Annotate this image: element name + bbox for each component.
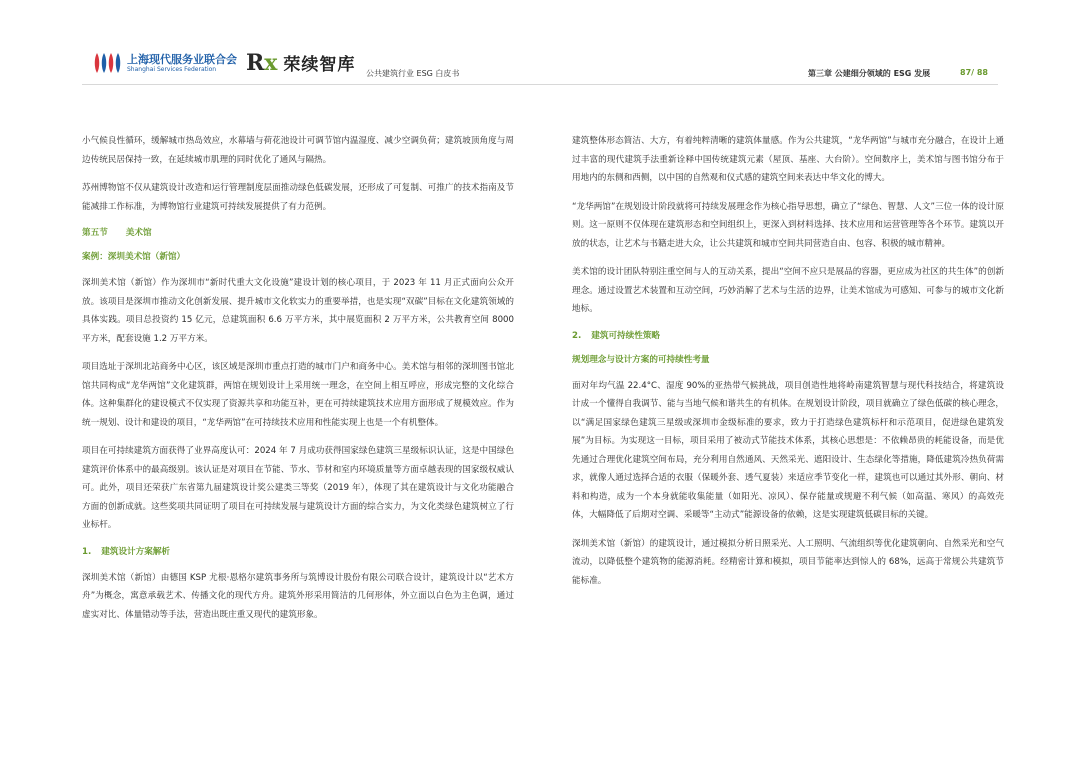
paragraph: 美术馆的设计团队特别注重空间与人的互动关系，提出“空间不应只是展品的容器，更应成为社区的共生体”的创新理念。通过设置艺术装置和互动空间，巧妙消解了艺术与生活的边界，让美术馆成为可感知、可参与的城市文化新地标。 (572, 267, 1004, 314)
section-title: 美术馆 (125, 228, 152, 238)
paragraph: 项目选址于深圳北站商务中心区，该区域是深圳市重点打造的城市门户和商务中心。美术馆与相邻的深圳图书馆北馆共同构成“龙华两馆”文化建筑群，两馆在规划设计上采用统一理念，在空间上相互呼应，形成完整的文化综合体。这种集群化的建设模式不仅实现了资源共享和功能互补，更在可持续建筑技术应用方面形成了规模效应。作为统一规划、设计和建设的项目，“龙华两馆”在可持续技术应用和性能实现上也是一个有机整体。 (82, 362, 514, 428)
brand-name: 荣续智库 (283, 55, 356, 75)
org-name-en: Shanghai Services Federation (127, 65, 217, 73)
paragraph: 面对年均气温 22.4°C、湿度 90%的亚热带气候挑战，项目创造性地将岭南建筑智慧与现代科技结合，将建筑设计成一个懂得自我调节、能与当地气候和谐共生的有机体。在规划设计阶段，项目就确立了绿色低碳的核心理念，以“满足国家绿色建筑三星级或深圳市金级标准的要求，致力于打造绿色建筑标杆和示范项目，促进绿色建筑发展”为目标。为实现这一目标，项目采用了被动式节能技术体系，其核心思想是：不依赖昂贵的耗能设备，而是优先通过合理优化建筑空间布局，充分利用自然通风、天然采光、遮阳设计、生态绿化等措施，降低建筑冷热负荷需求，就像人通过选择合适的衣服（保暖外套、透气夏装）来适应季节变化一样，建筑也可以通过其外形、朝向、材料和构造，成为一个本身就能收集能量（如阳光、凉风）、保存能量或规避不利气候（如高温、寒风）的高效壳体，大幅降低了后期对空调、采暖等“主动式”能源设备的依赖，这是实现建筑低碳目标的关键。 (572, 380, 1004, 520)
paragraph: “龙华两馆”在规划设计阶段就将可持续发展理念作为核心指导思想，确立了“绿色、智慧、人文”三位一体的设计原则。这一原则不仅体现在建筑形态和空间组织上，更深入到材料选择、技术应用和运营管理等各个环节。建筑以开放的状态，让艺术与书籍走进大众，让公共建筑和城市空间共同营造自由、包容、积极的城市精神。 (572, 201, 1004, 249)
ssf-logo (93, 50, 237, 76)
left-column (82, 132, 514, 634)
subsection-number: 2. (572, 330, 582, 341)
subsection-title: 建筑可持续性策略 (591, 330, 661, 341)
paragraph: 苏州博物馆不仅从建筑设计改造和运行管理制度层面推动绿色低碳发展，还形成了可复制、可推广的技术指南及节能减排工作标准，为博物馆行业建筑可持续发展提供了有力范例。 (82, 183, 514, 212)
document-title: 公共建筑行业 ESG 白皮书 (366, 69, 460, 78)
rx-think-tank-logo (246, 50, 355, 75)
page-header (0, 0, 1080, 100)
paragraph: 建筑整体形态简洁、大方，有着纯粹清晰的建筑体量感。作为公共建筑，“龙华两馆”与城市充分融合，在设计上通过丰富的现代建筑手法重新诠释中国传统建筑元素（屋顶、基座、大台阶）。空间数序上，美术馆与图书馆分布于用地内的东侧和西侧，以中国的自然观和仪式感的建筑空间来表达中华文化的博大。 (572, 136, 1004, 183)
org-name-cn: 上海现代服务业联合会 (127, 52, 237, 66)
section-label: 第五节 (82, 228, 108, 238)
section-heading (82, 226, 514, 240)
paragraph: 深圳美术馆（新馆）作为深圳市“新时代重大文化设施”建设计划的核心项目，于 2023 年 11 月正式面向公众开放。该项目是深圳市推动文化创新发展、提升城市文化软实力的重要举措，也是实现“双碳”目标在文化建筑领域的具体实践。项目总投资约 15 亿元，总建筑面积 6.6 万平方米，其中展览面积 2 万平方米，公共教育空间 8000 平方米，配套设施 1.2 万平方米。 (82, 278, 514, 344)
right-column (572, 132, 1004, 600)
paragraph: 项目在可持续建筑方面获得了业界高度认可：2024 年 7 月成功获得国家绿色建筑三星级标识认证，这是中国绿色建筑评价体系中的最高级别。该认证是对项目在节能、节水、节材和室内环境质量等方面卓越表现的国家级权威认可。此外，项目还荣获广东省第九届建筑设计奖公建类三等奖（2019 年），体现了其在建筑设计与文化功能融合方面的创新成就。这些奖项共同证明了项目在可持续发展与建筑设计方面的综合实力，为文化类绿色建筑树立了行业标杆。 (82, 446, 514, 530)
page-number: 87/ 88 (960, 68, 988, 77)
chapter-title: 第三章 公建细分领域的 ESG 发展 (808, 69, 931, 78)
rx-logo-mark: Rx (246, 49, 278, 76)
subsection-heading (82, 545, 514, 559)
subsection-number: 1. (82, 546, 92, 557)
paragraph: 小气候良性循环，缓解城市热岛效应，水幕墙与荷花池设计可调节馆内温湿度、减少空调负荷；建筑坡顶角度与周边传统民居保持一致，在延续城市肌理的同时优化了通风与隔热。 (82, 136, 514, 165)
paragraph: 深圳美术馆（新馆）由德国 KSP 尤根·恩格尔建筑事务所与筑博设计股份有限公司联合设计，建筑设计以“艺术方舟”为概念，寓意承载艺术、传播文化的现代方舟。建筑外形采用简洁的几何形体，外立面以白色为主色调，通过虚实对比、体量错动等手法，营造出既庄重又现代的建筑形象。 (82, 572, 514, 620)
subsection-heading (572, 329, 1004, 343)
header-divider (82, 84, 998, 85)
ssf-logo-icon (93, 50, 121, 76)
paragraph: 深圳美术馆（新馆）的建筑设计，通过模拟分析日照采光、人工照明、气流组织等优化建筑朝向、自然采光和空气流动，以降低整个建筑物的能源消耗。经精密计算和模拟，项目节能率达到惊人的 68%，远高于常规公共建筑节能标准。 (572, 538, 1004, 586)
subsection-title: 建筑设计方案解析 (101, 546, 171, 557)
sub-heading: 规划理念与设计方案的可持续性考量 (572, 354, 710, 365)
case-title: 案例：深圳美术馆（新馆） (82, 252, 186, 262)
